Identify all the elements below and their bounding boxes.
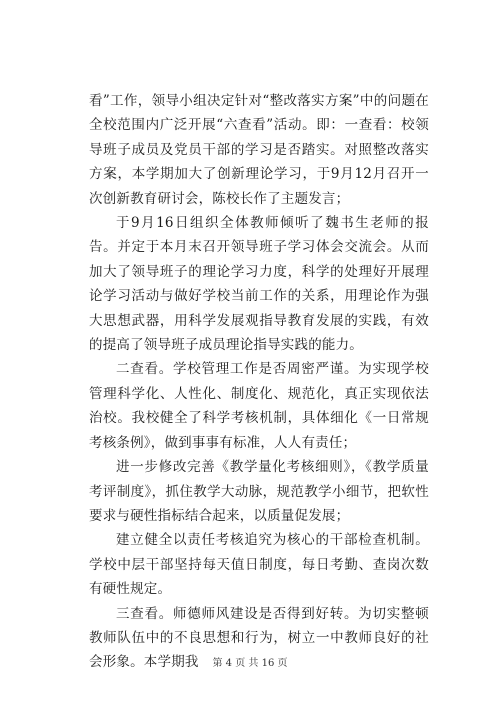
document-body [89, 89, 429, 675]
paragraph-continuation: 看”工作，领导小组决定针对“整改落实方案”中的问题在全校范围内广泛开展“六查看”活动。即：一查看：校领导班子成员及党员干部的学习是否踏实。对照整改落实方案，本学期加大了创新理论学习，于9月12月召开一次创新教育研讨会，陈校长作了主题发言； [89, 93, 429, 207]
paragraph-cadre-inspection: 建立健全以责任考核追究为核心的干部检查机制。学校中层干部坚持每天值日制度，每日考勤、查岗次数有硬性规定。 [89, 532, 429, 598]
page-number-footer: 第 4 页 共 16 页 [212, 658, 288, 669]
paragraph-meeting-report: 于9月16日组织全体教师倾听了魏书生老师的报告。并定于本月末召开领导班子学习体会交流会。从而加大了领导班子的理论学习力度，科学的处理好开展理论学习活动与做好学校当前工作的关系，用理论作为强大思想武器，用科学发展观指导教育发展的实践，有效的提高了领导班子成员理论指导实践的能力。 [89, 215, 429, 354]
paragraph-third-check: 三查看。师德师风建设是否得到好转。为切实整顿教师队伍中的不良思想和行为，树立一中教师良好的社会形象。本学期我 [89, 605, 429, 671]
paragraph-teaching-rules: 进一步修改完善《教学量化考核细则》，《教学质量考评制度》，抓住教学大动脉，规范教学小细节，把软性要求与硬性指标结合起来，以质量促发展； [89, 459, 429, 524]
paragraph-second-check: 二查看。学校管理工作是否周密严谨。为实现学校管理科学化、人性化、制度化、规范化，真正实现依法治校。我校健全了科学考核机制，具体细化《一日常规考核条例》，做到事事有标准，人人有责任； [89, 361, 429, 451]
